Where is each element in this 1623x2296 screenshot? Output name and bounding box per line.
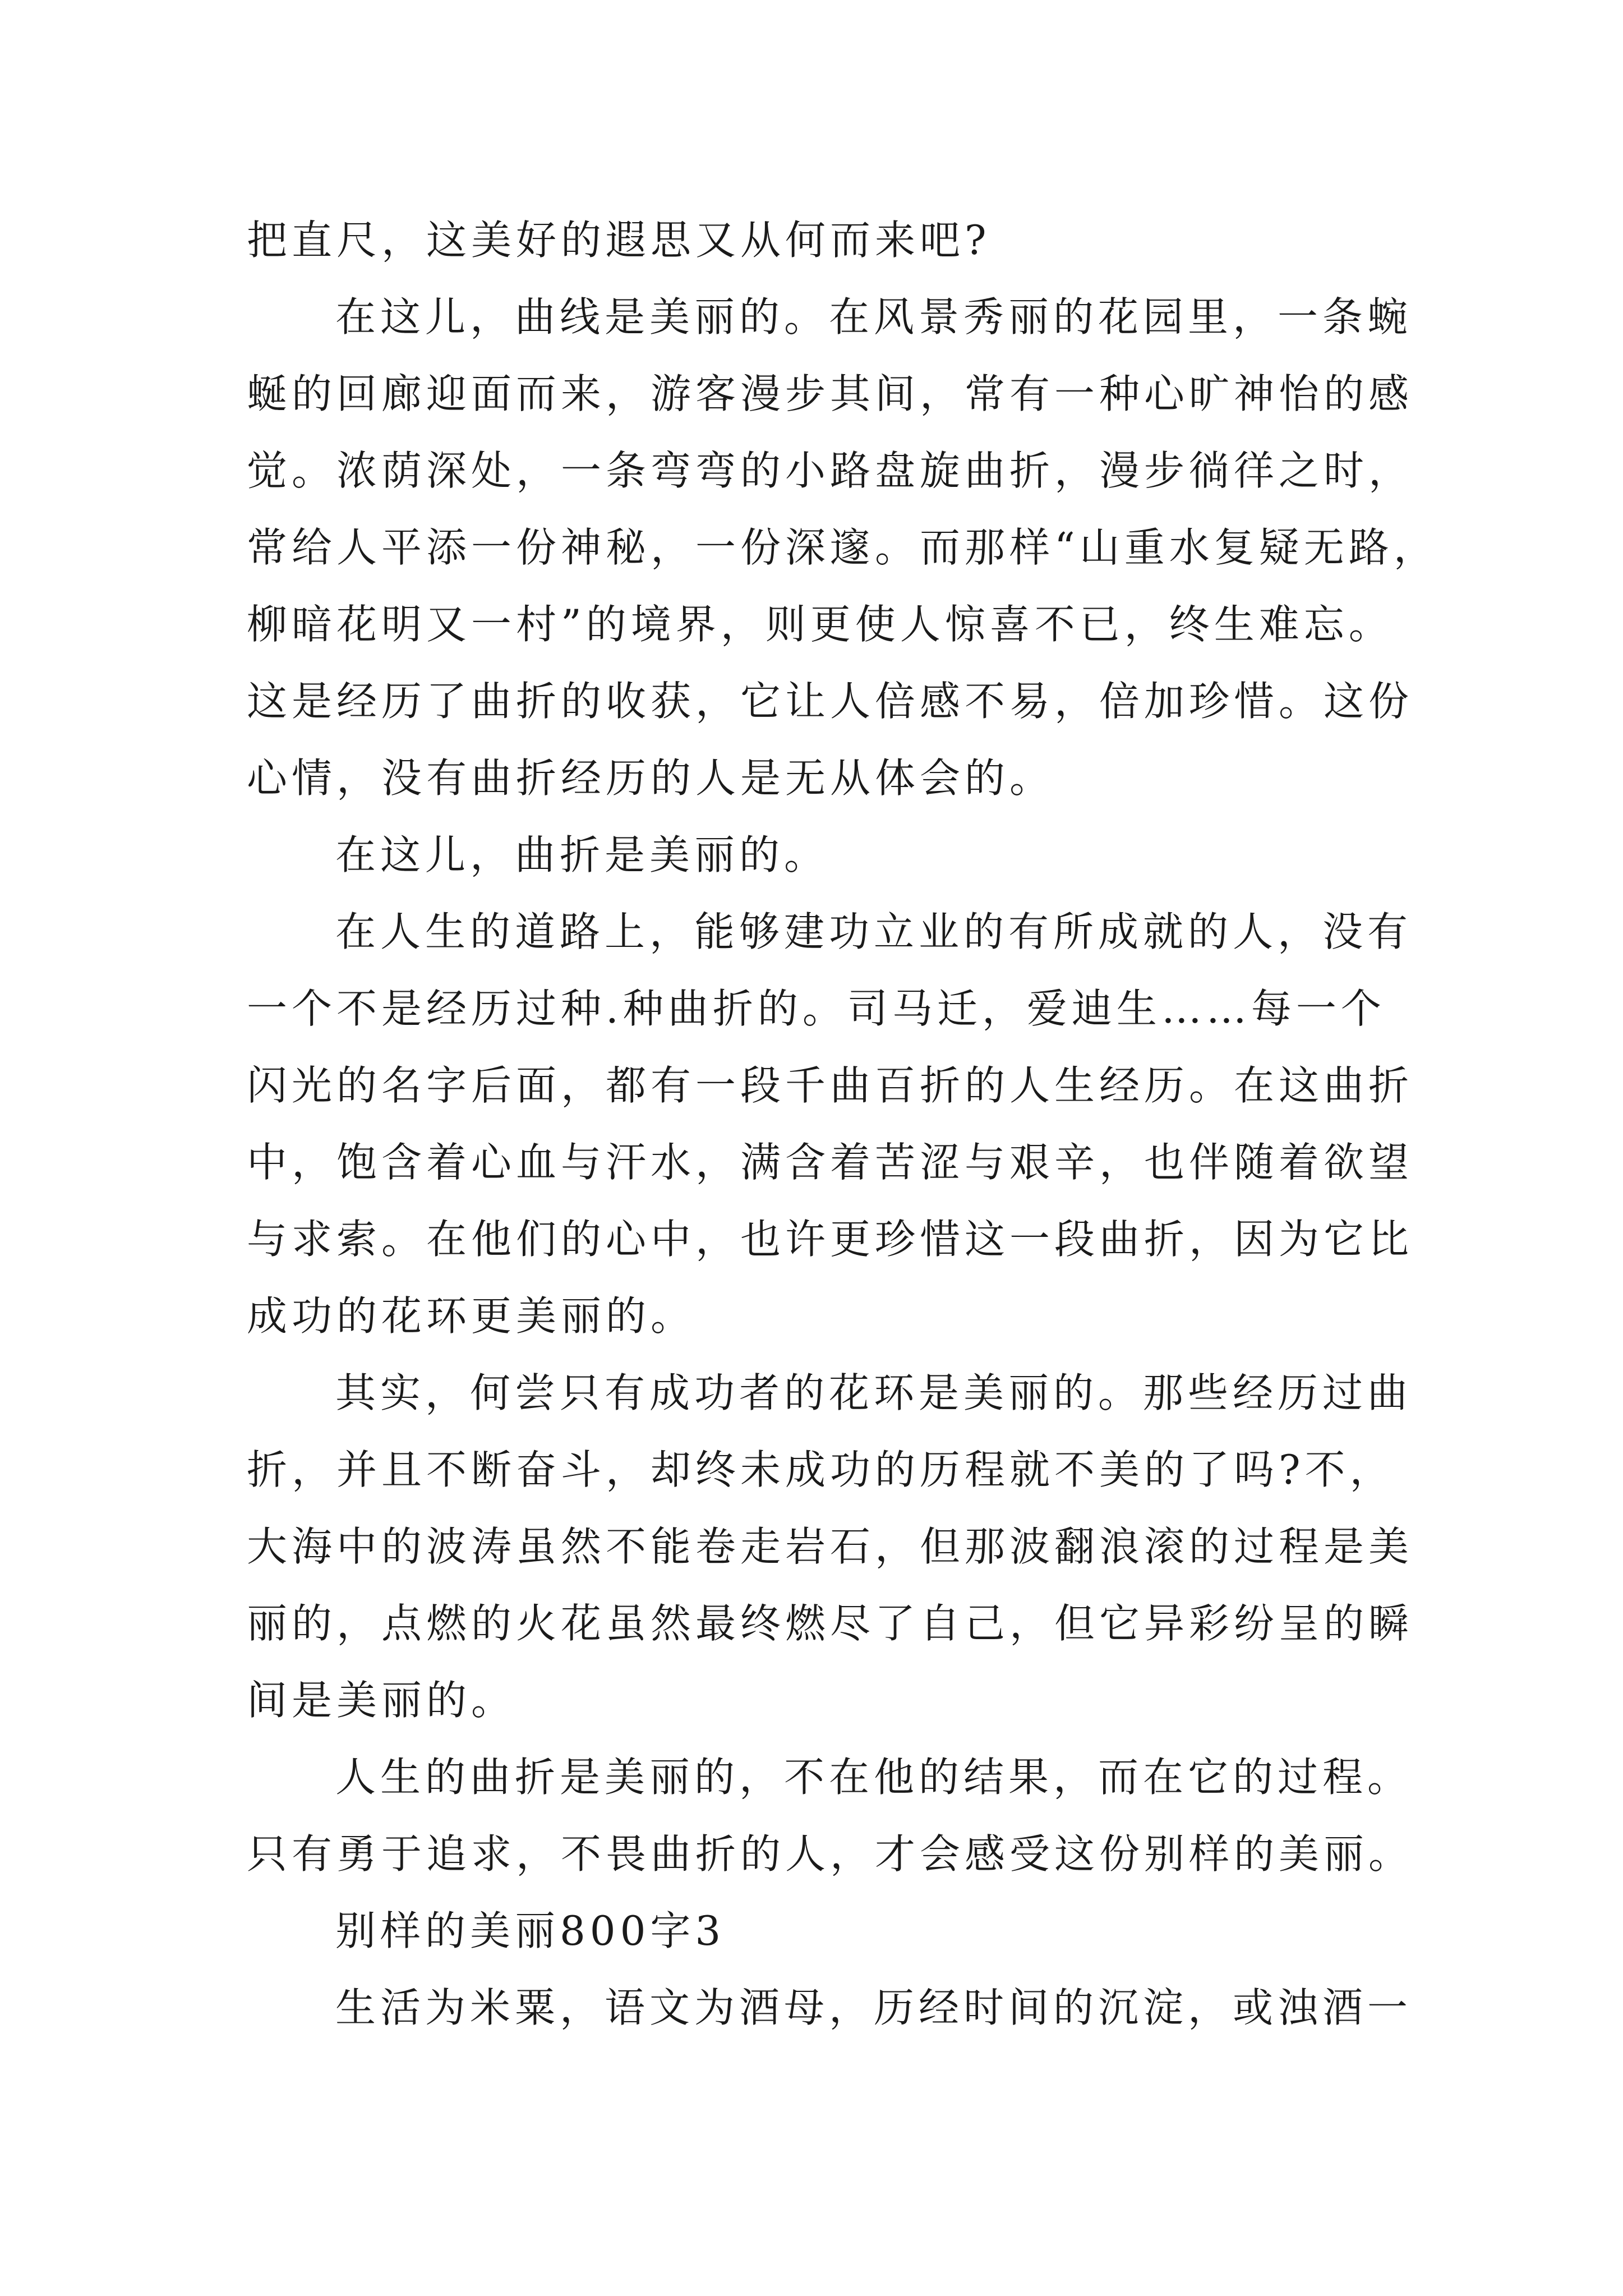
text-line: 柳暗花明又一村”的境界，则更使人惊喜不已，终生难忘。 <box>247 601 1394 648</box>
text-line: 在人生的道路上，能够建功立业的有所成就的人，没有 <box>335 908 1413 955</box>
text-line: 在这儿，曲折是美丽的。 <box>335 831 829 878</box>
text-line: 闪光的名字后面，都有一段千曲百折的人生经历。在这曲折 <box>247 1062 1414 1109</box>
text-line: 中，饱含着心血与汗水，满含着苦涩与艰辛，也伴随着欲望 <box>247 1139 1414 1186</box>
text-line: 成功的花环更美丽的。 <box>247 1292 696 1340</box>
text-line: 生活为米粟，语文为酒母，历经时间的沉淀，或浊酒一 <box>335 1984 1413 2031</box>
text-line: 与求索。在他们的心中，也许更珍惜这一段曲折，因为它比 <box>247 1216 1414 1263</box>
text-line: 心情，没有曲折经历的人是无从体会的。 <box>247 754 1055 802</box>
body-text <box>247 202 1438 2046</box>
text-line: 只有勇于追求，不畏曲折的人，才会感受这份别样的美丽。 <box>247 1830 1414 1878</box>
text-line: 丽的，点燃的火花虽然最终燃尽了自己，但它异彩纷呈的瞬 <box>247 1600 1414 1647</box>
text-line: 常给人平添一份神秘，一份深邃。而那样“山重水复疑无路， <box>247 524 1438 571</box>
text-line: 大海中的波涛虽然不能卷走岩石，但那波翻浪滚的过程是美 <box>247 1523 1414 1570</box>
text-line: 这是经历了曲折的收获，它让人倍感不易，倍加珍惜。这份 <box>247 678 1414 725</box>
text-line: 折，并且不断奋斗，却终未成功的历程就不美的了吗?不， <box>247 1446 1395 1493</box>
text-line: 把直尺，这美好的遐思又从何而来吧? <box>247 217 991 264</box>
section-heading: 别样的美丽800字3 <box>335 1907 726 1954</box>
text-line: 一个不是经历过种.种曲折的。司马迁，爱迪生……每一个 <box>247 985 1386 1032</box>
text-line: 其实，何尝只有成功者的花环是美丽的。那些经历过曲 <box>335 1369 1413 1416</box>
text-line: 间是美丽的。 <box>247 1677 517 1724</box>
text-line: 在这儿，曲线是美丽的。在风景秀丽的花园里，一条蜿 <box>335 293 1413 341</box>
text-line: 人生的曲折是美丽的，不在他的结果，而在它的过程。 <box>335 1754 1413 1801</box>
text-line: 蜒的回廊迎面而来，游客漫步其间，常有一种心旷神怡的感 <box>247 370 1414 417</box>
text-line: 觉。浓荫深处，一条弯弯的小路盘旋曲折，漫步徜徉之时， <box>247 447 1414 494</box>
